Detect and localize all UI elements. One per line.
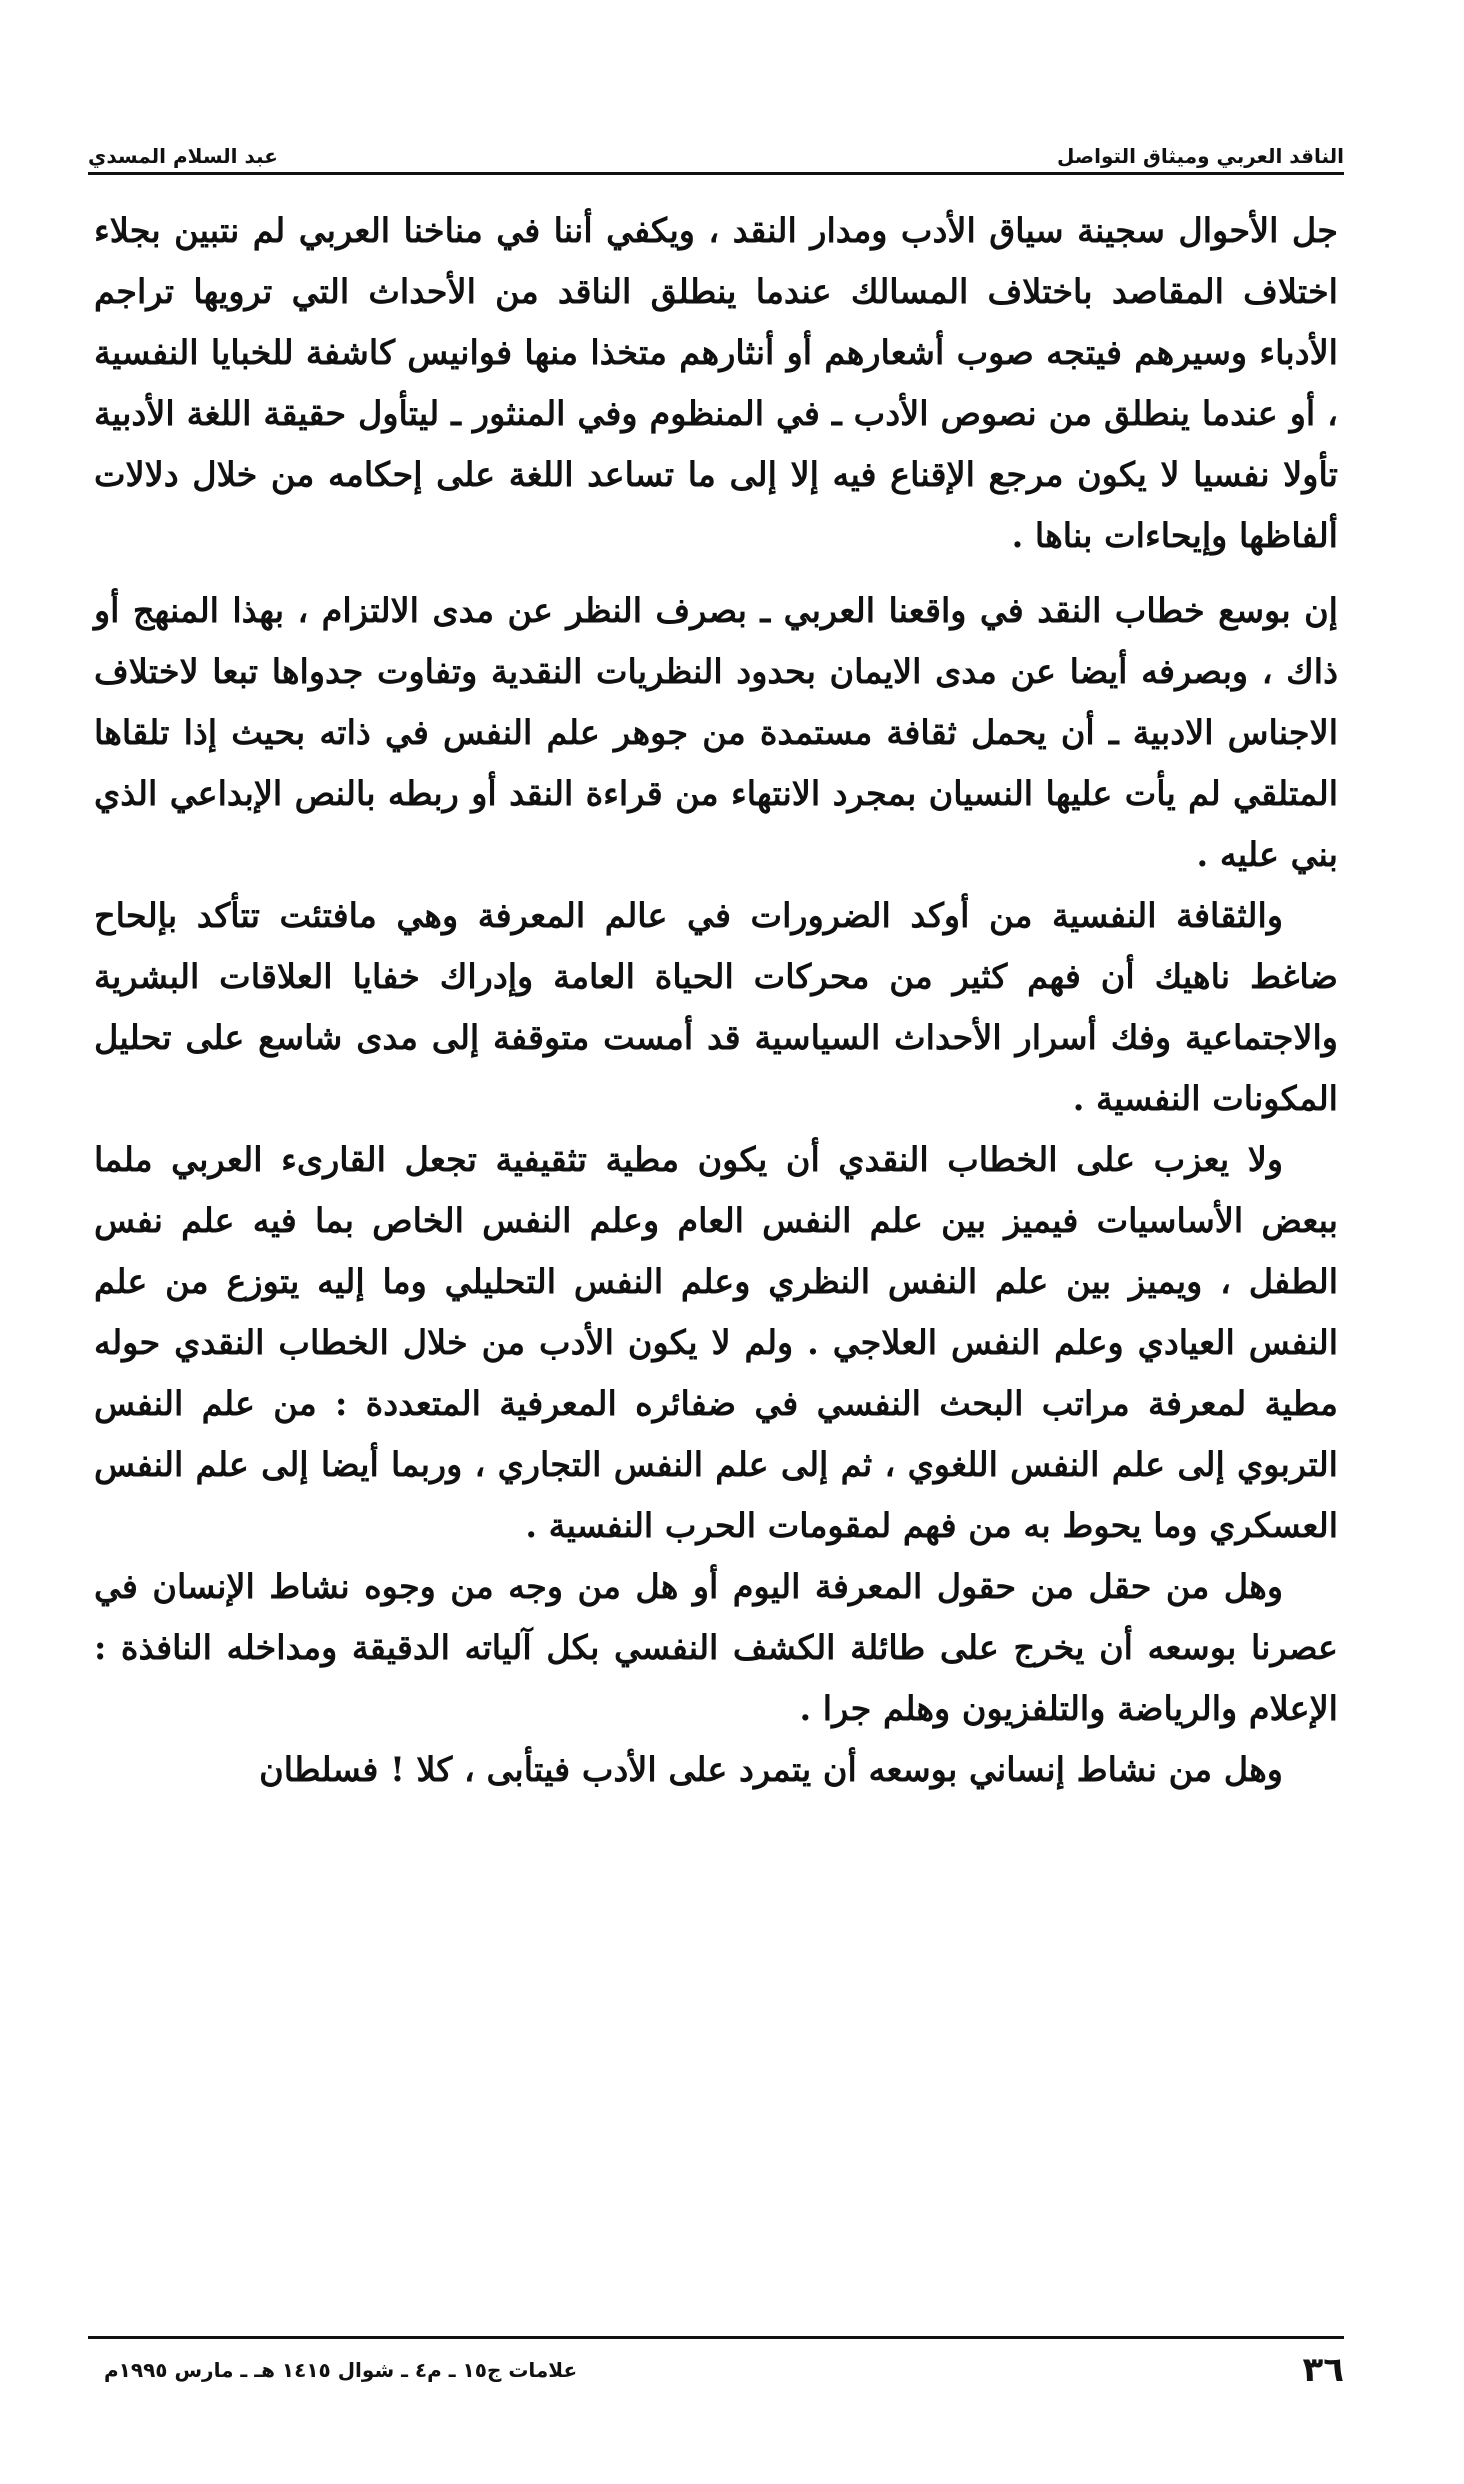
paragraph-2: إن بوسع خطاب النقد في واقعنا العربي ـ بصرف النظر عن مدى الالتزام ، بهذا المنهج أو ذاك ، وبصرفه أيضا عن مدى الايمان بحدود النظريات النقدية وتفاوت جدواها تبعا لاختلاف الاجناس الادبية ـ أن يحمل ثقافة مستمدة من جوهر علم النفس في ذاته بحيث إذا تلقاها المتلقي لم يأت عليها النسيان بمجرد الانتهاء من قراءة النقد أو ربطه بالنص الإبداعي الذي بني عليه .: [94, 591, 1338, 874]
paragraph-6: وهل من نشاط إنساني بوسعه أن يتمرد على الأدب فيتأبى ، كلا ! فسلطان: [259, 1750, 1283, 1789]
author-name: عبد السلام المسدي: [88, 144, 278, 168]
footer-rule: [88, 2336, 1344, 2339]
book-title: الناقد العربي وميثاق التواصل: [1056, 144, 1344, 168]
running-footer: [88, 2340, 1344, 2400]
header-rule: [88, 172, 1344, 175]
paragraph-5: وهل من حقل من حقول المعرفة اليوم أو هل من وجه من وجوه نشاط الإنسان في عصرنا بوسعه أن يخرج على طائلة الكشف النفسي بكل آلياته الدقيقة ومداخله النافذة : الإعلام والرياضة والتلفزيون وهلم جرا .: [94, 1567, 1338, 1728]
paragraph-1: جل الأحوال سجينة سياق الأدب ومدار النقد ، ويكفي أننا في مناخنا العربي لم نتبين بجلاء اختلاف المقاصد باختلاف المسالك عندما ينطلق الناقد من الأحداث التي ترويها تراجم الأدباء وسيرهم فيتجه صوب أشعارهم أو أنثارهم متخذا منها فوانيس كاشفة للخبايا النفسية ، أو عندما ينطلق من نصوص الأدب ـ في المنظوم وفي المنثور ـ ليتأول حقيقة اللغة الأدبية تأولا نفسيا لا يكون مرجع الإقناع فيه إلا إلى ما تساعد اللغة على إحكامه من خلال دلالات ألفاظها وإيحاءات بناها .: [94, 211, 1338, 555]
paragraph-3: والثقافة النفسية من أوكد الضرورات في عالم المعرفة وهي مافتئت تتأكد بإلحاح ضاغط ناهيك أن فهم كثير من محركات الحياة العامة وإدراك خفايا العلاقات البشرية والاجتماعية وفك أسرار الأحداث السياسية قد أمست متوقفة إلى مدى شاسع على تحليل المكونات النفسية .: [94, 896, 1338, 1118]
paragraph-4: ولا يعزب على الخطاب النقدي أن يكون مطية تثقيفية تجعل القارىء العربي ملما ببعض الأساسيات فيميز بين علم النفس العام وعلم النفس الخاص بما فيه علم نفس الطفل ، ويميز بين علم النفس النظري وعلم النفس التحليلي وما إليه يتوزع من علم النفس العيادي وعلم النفس العلاجي . ولم لا يكون الأدب من خلال الخطاب النقدي حوله مطية لمعرفة مراتب البحث النفسي في ضفائره المعرفية المتعددة : من علم النفس التربوي إلى علم النفس اللغوي ، ثم إلى علم النفس التجاري ، وربما أيضا إلى علم النفس العسكري وما يحوط به من فهم لمقومات الحرب النفسية .: [94, 1140, 1338, 1545]
running-header: [88, 118, 1344, 168]
issue-info: علامات ج١٥ ـ م٤ ـ شوال ١٤١٥ هـ ـ مارس ١٩٩٥م: [104, 2358, 578, 2382]
page-number: ٣٦: [1302, 2350, 1344, 2390]
body-text: [94, 200, 1338, 1800]
